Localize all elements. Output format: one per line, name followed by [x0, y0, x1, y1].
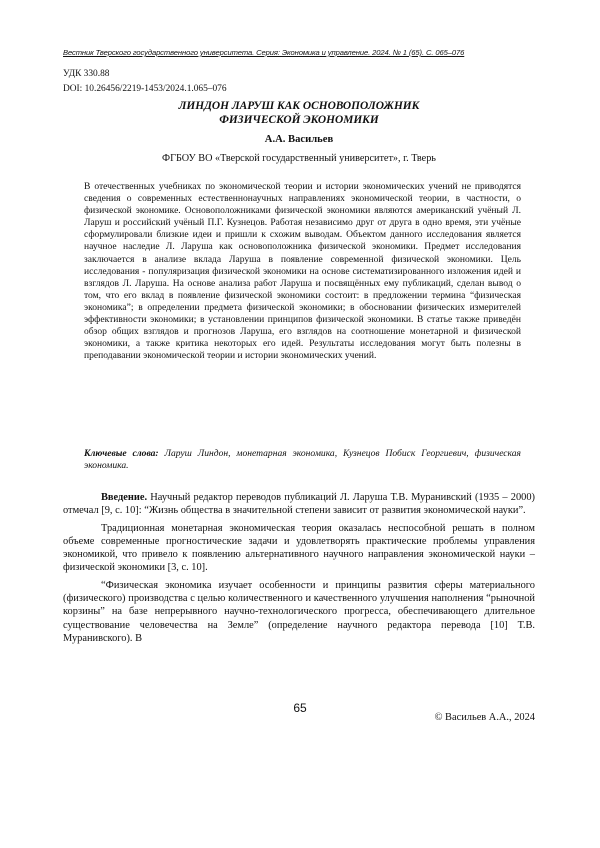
- body-paragraph-2: Традиционная монетарная экономическая теория оказалась неспособной решать в полном объеме современные прогностические задачи и удовлетворять практические проблемы управления экономикой, что привело к появлению альтернативного научного направления экономической науки – физической экономики [3, с. 10].: [63, 522, 535, 574]
- author-name: А.А. Васильев: [264, 134, 334, 145]
- title-line-2: ФИЗИЧЕСКОЙ ЭКОНОМИКИ: [219, 114, 379, 126]
- copyright-notice: © Васильев А.А., 2024: [434, 712, 535, 723]
- intro-heading: Введение.: [101, 492, 148, 503]
- article-title: [63, 99, 535, 127]
- keywords-text: Ларуш Линдон, монетарная экономика, Кузнецов Побиск Георгиевич, физическая экономика.: [84, 448, 521, 472]
- body-paragraph-3: “Физическая экономика изучает особенности и принципы развития сферы материального (физического) производства с целью количественного и качественного улучшения наполнения “рыночной корзины” на базе непрерывного научно-технологического прогресса, обеспечивающего длительное существование человечества на Земле” (определение научного редактора перевода [10] Т.В. Муранивского). В: [63, 579, 535, 644]
- abstract-text: В отечественных учебниках по экономической теории и истории экономических учений не приводятся сведения о современных естественнонаучных направлениях экономической теории, в частности, о физической экономике. Основоположниками физической экономики являются американский учёный Л. Ларуш и российский учёный П.Г. Кузнецов. Работая независимо друг от друга в одно время, эти учёные сформулировали близкие идеи и пришли к схожим выводам. Объектом данного исследования является научное наследие Л. Ларуша как основоположника физической экономики. Предмет исследования заключается в анализе вклада Ларуша в появление современной физической экономики. Цель исследования - популяризация физической экономики на основе систематизированного изложения идей и взглядов Л. Ларуша. На основе анализа работ Ларуша и посвящённых ему публикаций, сделан вывод о том, что его вклад в появление физической экономики состоит: в предложении термина “физическая экономика”; в определении предмета физической экономики; в обосновании физических измерителей эффективности экономики; в установлении принципов физической экономики. В статье также приведён обзор общих взглядов и прогнозов Ларуша, его взглядов на соотношение монетарной и физической экономики, а также критика некоторых его идей. Результаты исследования могут быть полезны в преподавании экономической теории и истории экономических учений.: [84, 181, 521, 362]
- abstract: [84, 181, 521, 362]
- doi-identifier: DOI: 10.26456/2219-1453/2024.1.065–076: [63, 84, 227, 94]
- keywords: [84, 448, 521, 472]
- article-body: [63, 491, 535, 649]
- intro-text: Научный редактор переводов публикаций Л. Ларуша Т.В. Муранивский (1935 – 2000) отмечал [9, с. 10]: “Жизнь общества в значительной степени зависит от развития экономической науки”.: [63, 492, 535, 517]
- journal-running-header: Вестник Тверского государственного университета. Серия: Экономика и управление. 2024. № 1 (65). С. 065–076: [63, 48, 465, 57]
- keywords-label: Ключевые слова:: [84, 448, 159, 459]
- title-line-1: ЛИНДОН ЛАРУШ КАК ОСНОВОПОЛОЖНИК: [178, 100, 420, 112]
- page-number: 65: [293, 701, 307, 715]
- author-affiliation: ФГБОУ ВО «Тверской государственный университет», г. Тверь: [162, 153, 436, 164]
- intro-paragraph: [63, 491, 535, 518]
- udk-code: УДК 330.88: [63, 69, 110, 79]
